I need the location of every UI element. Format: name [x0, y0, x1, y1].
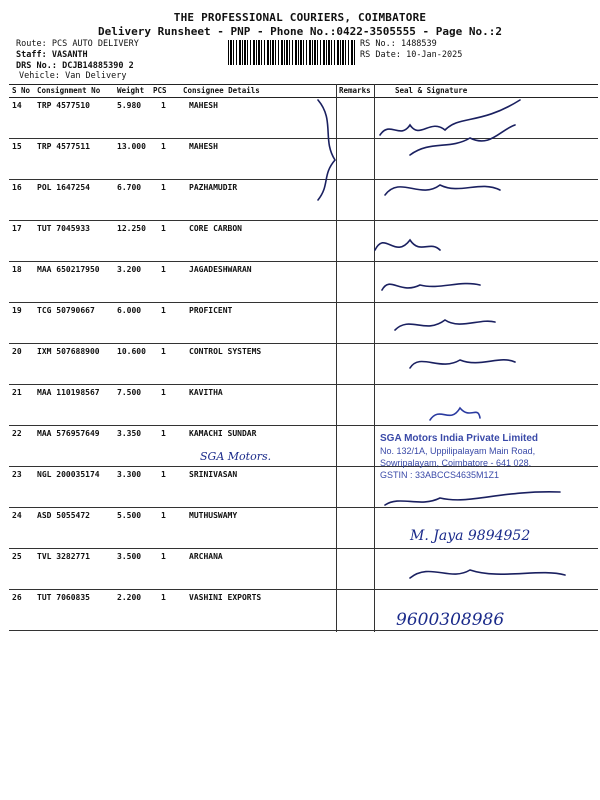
stamp-line4: GSTIN : 33ABCCS4635M1Z1: [380, 470, 500, 480]
cell-weight: 6.000: [117, 306, 142, 315]
col-consignee: Consignee Details: [183, 86, 260, 95]
rs-date-value: 10-Jan-2025: [406, 50, 463, 60]
company-stamp: [380, 433, 595, 485]
cell-weight: 3.500: [117, 552, 142, 561]
company-title: THE PROFESSIONAL COURIERS, COIMBATORE: [173, 11, 427, 24]
staff-value: VASANTH: [51, 50, 88, 60]
cell-pcs: 1: [161, 306, 166, 315]
cell-pcs: 1: [161, 183, 166, 192]
vehicle-label: Vehicle:: [19, 71, 60, 81]
cell-consignment: IXM 507688900: [37, 347, 100, 356]
row24-signature: M. Jaya 9894952: [410, 528, 531, 544]
sig-row20: [410, 360, 515, 368]
cell-weight: 7.500: [117, 388, 142, 397]
cell-consignee: JAGADESHWARAN: [189, 265, 252, 274]
cell-sno: 23: [12, 470, 22, 479]
cell-sno: 24: [12, 511, 22, 520]
sig-row19: [395, 320, 495, 330]
cell-sno: 15: [12, 142, 22, 151]
cell-sno: 17: [12, 224, 22, 233]
cell-consignment: TUT 7045933: [37, 224, 90, 233]
cell-consignee: MAHESH: [189, 101, 218, 110]
cell-weight: 5.980: [117, 101, 142, 110]
col-seal: Seal & Signature: [395, 86, 468, 95]
cell-pcs: 1: [161, 470, 166, 479]
cell-pcs: 1: [161, 347, 166, 356]
rs-no-label: RS No.:: [360, 39, 396, 49]
cell-pcs: 1: [161, 552, 166, 561]
cell-consignment: MAA 110198567: [37, 388, 100, 397]
col-sno: S No: [12, 86, 31, 95]
sig-row14: [380, 100, 520, 135]
cell-weight: 3.200: [117, 265, 142, 274]
bracket-scribble: [318, 100, 335, 200]
route-value: PCS AUTO DELIVERY: [51, 39, 139, 49]
cell-consignment: TUT 7060835: [37, 593, 90, 602]
cell-weight: 10.600: [117, 347, 146, 356]
cell-sno: 22: [12, 429, 22, 438]
cell-pcs: 1: [161, 593, 166, 602]
cell-sno: 16: [12, 183, 22, 192]
cell-consignee: CONTROL SYSTEMS: [189, 347, 262, 356]
cell-consignment: MAA 576957649: [37, 429, 100, 438]
cell-consignment: MAA 650217950: [37, 265, 100, 274]
cell-consignee: PAZHAMUDIR: [189, 183, 238, 192]
cell-sno: 19: [12, 306, 22, 315]
cell-sno: 26: [12, 593, 22, 602]
stamp-line3: Sowripalayam, Coimbatore - 641 028.: [380, 458, 532, 468]
cell-consignee: PROFICENT: [189, 306, 233, 315]
cell-consignee: MUTHUSWAMY: [189, 511, 238, 520]
cell-consignment: TRP 4577510: [37, 101, 90, 110]
stamp-line2: No. 132/1A, Uppilipalayam Main Road,: [380, 446, 536, 456]
cell-consignee: MAHESH: [189, 142, 218, 151]
col-weight: Weight: [117, 86, 145, 95]
cell-pcs: 1: [161, 388, 166, 397]
stamp-line1: SGA Motors India Private Limited: [380, 433, 538, 444]
cell-consignee: ARCHANA: [189, 552, 223, 561]
cell-sno: 21: [12, 388, 22, 397]
sig-row17: [375, 240, 440, 250]
cell-pcs: 1: [161, 142, 166, 151]
sig-row23: [385, 492, 560, 505]
sig-row21: [430, 408, 480, 420]
cell-weight: 12.250: [117, 224, 146, 233]
cell-weight: 3.300: [117, 470, 142, 479]
cell-consignment: TCG 50790667: [37, 306, 95, 315]
runsheet-subtitle: Delivery Runsheet - PNP - Phone No.:0422-3505555 - Page No.:2: [98, 25, 502, 38]
cell-pcs: 1: [161, 511, 166, 520]
cell-consignee: CORE CARBON: [189, 224, 242, 233]
row22-remark-handwriting: SGA Motors.: [200, 450, 272, 463]
sig-row16: [385, 185, 500, 195]
cell-consignment: POL 1647254: [37, 183, 90, 192]
col-pcs: PCS: [153, 86, 167, 95]
sig-row18: [382, 284, 480, 290]
col-consignment: Consignment No: [37, 86, 101, 95]
staff-label: Staff:: [16, 50, 47, 60]
cell-consignee: KAVITHA: [189, 388, 223, 397]
route-label: Route:: [16, 39, 47, 49]
cell-weight: 3.350: [117, 429, 142, 438]
rs-no-value: 1488539: [400, 39, 437, 49]
drs-value: DCJB14885390 2: [62, 61, 134, 71]
cell-consignment: NGL 200035174: [37, 470, 100, 479]
drs-label: DRS No.:: [16, 61, 57, 71]
cell-consignee: VASHINI EXPORTS: [189, 593, 262, 602]
vehicle-value: Van Delivery: [65, 71, 127, 81]
cell-pcs: 1: [161, 429, 166, 438]
cell-pcs: 1: [161, 224, 166, 233]
cell-sno: 18: [12, 265, 22, 274]
cell-consignee: KAMACHI SUNDAR: [189, 429, 257, 438]
cell-consignment: TVL 3282771: [37, 552, 90, 561]
cell-sno: 20: [12, 347, 22, 356]
cell-weight: 13.000: [117, 142, 146, 151]
row26-signature: 9600308986: [396, 610, 505, 630]
cell-sno: 25: [12, 552, 22, 561]
sig-row15: [410, 125, 515, 155]
cell-consignment: ASD 5055472: [37, 511, 90, 520]
cell-consignee: SRINIVASAN: [189, 470, 238, 479]
cell-pcs: 1: [161, 265, 166, 274]
cell-sno: 14: [12, 101, 22, 110]
cell-weight: 6.700: [117, 183, 142, 192]
cell-pcs: 1: [161, 101, 166, 110]
sig-row25: [410, 570, 565, 578]
col-remarks: Remarks: [339, 86, 371, 95]
cell-consignment: TRP 4577511: [37, 142, 90, 151]
rs-date-label: RS Date:: [360, 50, 401, 60]
cell-weight: 2.200: [117, 593, 142, 602]
cell-weight: 5.500: [117, 511, 142, 520]
